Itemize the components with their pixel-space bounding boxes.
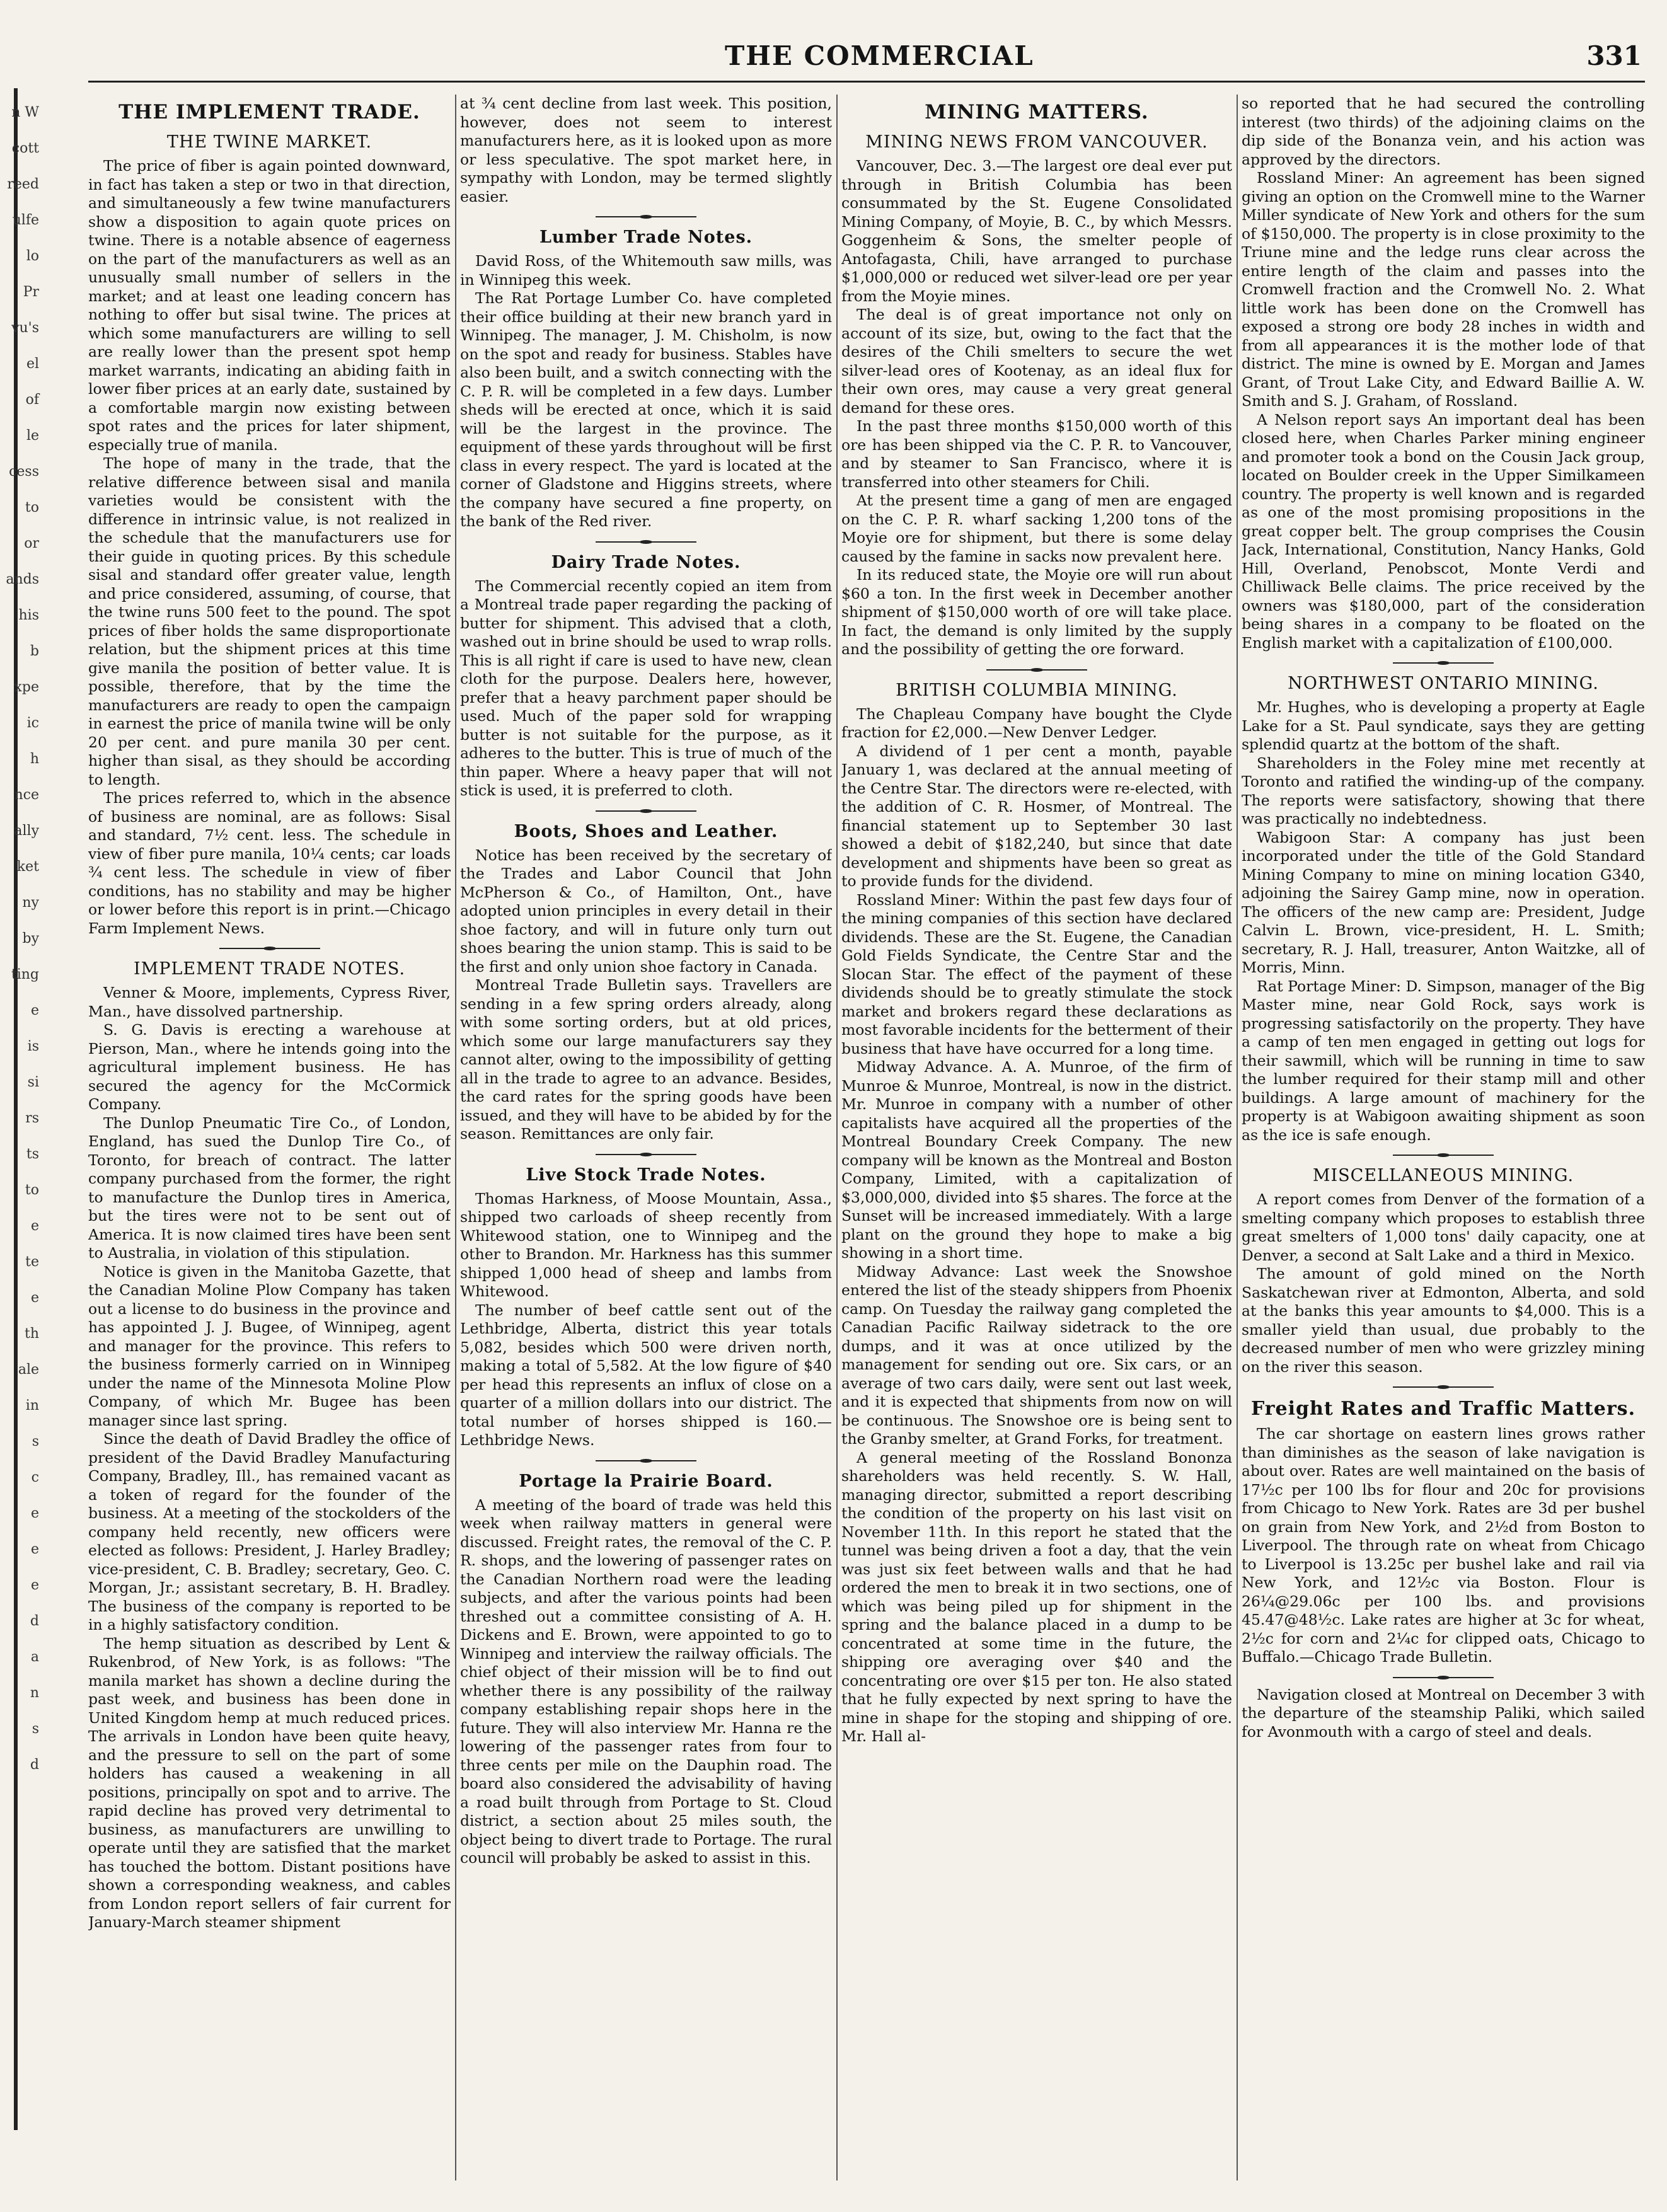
article-paragraph: David Ross, of the Whitemouth saw mills, was in Winnipeg this week. <box>460 252 832 289</box>
running-title: THE COMMERCIAL <box>725 40 1034 71</box>
gutter-fragment: is <box>27 1039 39 1054</box>
separator-rule <box>986 668 1087 672</box>
gutter-fragment: Pr <box>23 284 39 300</box>
gutter-fragment: s <box>32 1434 39 1449</box>
article-paragraph: Navigation closed at Montreal on December 3 with the departure of the steamship Paliki, which sailed for Avonmouth with a cargo of steel and deals. <box>1242 1685 1645 1741</box>
gutter-fragment: c <box>31 1470 39 1485</box>
gutter-fragment: of <box>25 392 39 408</box>
gutter-fragment: rs <box>25 1110 39 1126</box>
article-paragraph: The Chapleau Company have bought the Clyde fraction for £2,000.—New Denver Ledger. <box>841 705 1232 741</box>
gutter-fragment: reed <box>7 176 39 192</box>
article-paragraph: The Rat Portage Lumber Co. have completed their office building at their new branch yard in Winnipeg. The manager, J. M. Chisholm, is now on the spot and ready for business. Stables have also been built, and a switch connecting with the C. P. R. will be completed in a few days. Lumber sheds will be erected at once, which it is said will be the largest in the province. The equipment of these yards throughout will be first class in every respect. The yard is located at the corner of Gladstone and Higgins streets, where the company have secured a fine property, on the bank of the Red river. <box>460 289 832 530</box>
gutter-fragment: to <box>25 1182 39 1198</box>
gutter-fragment: ands <box>6 572 39 587</box>
column-rule <box>1237 95 1238 2180</box>
gutter-fragment: e <box>30 1218 39 1234</box>
gutter-fragment: a <box>30 1649 39 1665</box>
gutter-fragment: d <box>30 1613 39 1629</box>
separator-rule <box>1393 1153 1494 1157</box>
subsection-heading: Freight Rates and Traffic Matters. <box>1250 1398 1636 1420</box>
gutter-fragment: e <box>30 1506 39 1521</box>
gutter-fragment: his <box>18 608 39 623</box>
article-paragraph: The hemp situation as described by Lent & Rukenbrod, of New York, is as follows: "The manila market has shown a decline during the past week, and business has been done in United Kingdom hemp at much reduced prices. The arrivals in London have been quite heavy, and the pressure to sell on the part of some holders has caused a weakening in all positions, principally on spot and to arrive. The rapid decline has proved very detrimental to business, as manufacturers are unwilling to operate until they are satisfied that the market has touched the bottom. Distant positions have shown a corresponding weakness, and cables from London report sellers of fair current for January-March steamer shipment <box>88 1634 451 1931</box>
gutter-fragment: nce <box>14 787 39 803</box>
gutter-fragment: ally <box>14 823 39 839</box>
article-paragraph: The amount of gold mined on the North Saskatchewan river at Edmonton, Alberta, and sold at the banks this year amounts to $4,000. This is a smaller yield than usual, due probably to the decreased number of men who were grizzley mining on the river this season. <box>1242 1265 1645 1376</box>
separator-rule <box>596 1459 696 1463</box>
subsection-heading: Portage la Prairie Board. <box>519 1471 773 1491</box>
gutter-fragment: el <box>26 356 39 372</box>
article-paragraph: Montreal Trade Bulletin says. Travellers are sending in a few spring orders already, along with some sorting orders, but at old prices, which some our large manufacturers say they cannot alter, owing to the impossibility of getting all in the trade to agree to an advance. Besides, the card rates for the spring goods have been issued, and they will have to be abided by for the season. Remittances are only fair. <box>460 976 832 1143</box>
column-1 <box>88 95 451 2187</box>
gutter-fragment: te <box>25 1254 39 1270</box>
gutter-fragment: e <box>30 1577 39 1593</box>
gutter-fragment: le <box>26 428 39 444</box>
gutter-fragment: n W <box>11 105 39 120</box>
article-paragraph: The Dunlop Pneumatic Tire Co., of London, England, has sued the Dunlop Tire Co., of Toronto, for breach of contract. The latter company purchased from the former, the right to manufacture the Dunlop tires in America, but the tires were not to be sent out of America. It is now claimed tires have been sent to Australia, in violation of this stipulation. <box>88 1114 451 1262</box>
subsection-heading: MINING NEWS FROM VANCOUVER. <box>865 132 1208 152</box>
subsection-heading: Lumber Trade Notes. <box>539 228 753 247</box>
gutter-fragment: si <box>27 1074 39 1090</box>
gutter-fragment: s <box>32 1721 39 1737</box>
gutter-fragment: by <box>22 931 39 947</box>
separator-rule <box>1393 661 1494 665</box>
column-3 <box>841 95 1232 2187</box>
separator-rule <box>596 215 696 219</box>
article-paragraph: Midway Advance: Last week the Snowshoe entered the list of the steady shippers from Phoenix camp. On Tuesday the railway gang completed the Canadian Pacific Railway sidetrack to the ore dumps, and it was at once utilized by the management for sending out ore. Six cars, or an average of two cars daily, were sent out last week, and it is expected that shipments from now on will be continuous. The Snowshoe ore is being sent to the Granby smelter, at Grand Forks, for treatment. <box>841 1262 1232 1448</box>
gutter-fragment: ts <box>26 1146 39 1162</box>
article-paragraph: Rat Portage Miner: D. Simpson, manager of the Big Master mine, near Gold Rock, says work is progressing satisfactorily on the property. They have a camp of ten men engaged in getting out logs for their sawmill, which will be running in time to saw the lumber required for their stamp mill and other buildings. A large amount of machinery for the property is at Wabigoon awaiting shipment as soon as the ice is safe enough. <box>1242 977 1645 1144</box>
article-paragraph: at ¾ cent decline from last week. This position, however, does not seem to interest manufacturers here, as it is looked upon as more or less speculative. The spot market here, in sympathy with London, may be termed slightly easier. <box>460 95 832 205</box>
gutter-fragment: xpe <box>14 679 39 695</box>
separator-rule <box>596 1153 696 1156</box>
article-paragraph: Notice has been received by the secretary of the Trades and Labor Council that John McPherson & Co., of Hamilton, Ont., have adopted union principles in every detail in their shoe factory, and will in future only turn out shoes bearing the union stamp. This is said to be the first and only union shoe factory in Canada. <box>460 846 832 976</box>
article-paragraph: Shareholders in the Foley mine met recently at Toronto and ratified the winding-up of the company. The reports were satisfactory, showing that there was practically no indebtedness. <box>1242 754 1645 827</box>
article-paragraph: Venner & Moore, implements, Cypress River, Man., have dissolved partnership. <box>88 984 451 1020</box>
gutter-fragment: e <box>30 1541 39 1557</box>
separator-rule <box>1393 1676 1494 1679</box>
subsection-heading: Live Stock Trade Notes. <box>526 1165 766 1185</box>
gutter-fragment: ale <box>18 1362 39 1378</box>
article-paragraph: Rossland Miner: Within the past few days four of the mining companies of this section have declared dividends. These are the St. Eugene, the Canadian Gold Fields Syndicate, the Centre Star and the Slocan Star. The effect of the payment of these dividends should be to greatly stimulate the stock market and brokers regard these declarations as most favorable incidents for the betterment of their business that have have occurred for a long time. <box>841 890 1232 1057</box>
subsection-heading: THE TWINE MARKET. <box>166 132 372 152</box>
article-paragraph: A general meeting of the Rossland Bononza shareholders was held recently. S. W. Hall, managing director, submitted a report describing the condition of the property on his last visit on November 11th. In this report he stated that the tunnel was being driven a foot a day, that the vein was just six feet between walls and that he had ordered the men to break it in two sections, one of which was being piled up for shipment in the spring and the balance placed in a dump to be concentrated at some time in the future, the shipping ore averaging over $40 and the concentrating ore over $15 per ton. He also stated that he fully expected by next spring to have the mine in shape for the stoping and shipping of ore. Mr. Hall al- <box>841 1448 1232 1745</box>
column-2 <box>460 95 832 2187</box>
article-paragraph: Mr. Hughes, who is developing a property at Eagle Lake for a St. Paul syndicate, says they are getting splendid quartz at the bottom of the shaft. <box>1242 698 1645 753</box>
gutter-fragment: e <box>30 1290 39 1306</box>
article-paragraph: The number of beef cattle sent out of the Lethbridge, Alberta, district this year totals 5,082, besides which 500 were driven north, making a total of 5,582. At the low figure of $40 per head this represents an influx of close on a quarter of a million dollars into our district. The total number of horses shipped is 160.—Lethbridge News. <box>460 1301 832 1449</box>
gutter-fragment: ulfe <box>12 212 39 228</box>
article-paragraph: The prices referred to, which in the absence of business are nominal, are as follows: Sisal and standard, 7½ cent. less. The schedule in view of fiber pure manila, 10¼ cents; car loads ¾ cent less. The schedule in view of fiber conditions, has no stability and may be higher or lower before this report is in print.—Chicago Farm Implement News. <box>88 789 451 937</box>
gutter-fragment: in <box>25 1398 39 1414</box>
gutter-fragment: ting <box>11 967 39 982</box>
gutter-fragment: or <box>24 536 39 551</box>
separator-rule <box>1393 1385 1494 1389</box>
column-rule <box>455 95 456 2180</box>
article-paragraph: The Commercial recently copied an item from a Montreal trade paper regarding the packing of butter for shipment. This advised that a cloth, washed out in brine should be used to wrap rolls. This is all right if care is used to have new, clean cloth for the purpose. Dealers here, however, prefer that a heavy parchment paper should be used. Much of the paper sold for wrapping butter is not suitable for the purpose, as it adheres to the butter. This is true of much of the thin paper. Where a heavy paper that will not stick is used, it is preferred to cloth. <box>460 577 832 799</box>
subsection-heading: IMPLEMENT TRADE NOTES. <box>133 959 406 979</box>
column-4 <box>1242 95 1645 2187</box>
page-header <box>95 37 1642 74</box>
article-paragraph: The deal is of great importance not only on account of its size, but, owing to the fact that the desires of the Chili smelters to secure the wet silver-lead ores of Kootenay, as an ideal flux for their own ores, may cause a very great general demand for these ores. <box>841 306 1232 417</box>
article-paragraph: In its reduced state, the Moyie ore will run about $60 a ton. In the first week in December another shipment of $150,000 worth of ore will take place. In fact, the demand is only limited by the supply and the possibility of getting the ore forward. <box>841 566 1232 658</box>
gutter-fragment: to <box>25 500 39 516</box>
article-paragraph: so reported that he had secured the controlling interest (two thirds) of the adjoining claims on the dip side of the Bonanza vein, and his action was approved by the directors. <box>1242 95 1645 168</box>
article-paragraph: The price of fiber is again pointed downward, in fact has taken a step or two in that direction, and simultaneously a few twine manufacturers show a disposition to again quote prices on twine. There is a notable absence of eagerness on the part of the manufacturers as well as an unusually small number of sellers in the market; and at least one leading concern has nothing to offer but sisal twine. The prices at which some manufacturers are willing to sell are really lower than the present spot hemp market warrants, indicating an abiding faith in lower fiber prices at an early date, sustained by a comfortable margin now existing between spot rates and the prices for later shipment, especially true of manila. <box>88 157 451 454</box>
article-paragraph: Since the death of David Bradley the office of president of the David Bradley Manufacturing Company, Bradley, Ill., has remained vacant as a token of regard for the founder of the business. At a meeting of the stockolders of the company held recently, new officers were elected as follows: President, J. Harley Bradley; vice-president, C. B. Bradley; secretary, Geo. C. Morgan, Jr.; assistant secretary, B. H. Bradley. The business of the company is reported to be in a highly satisfactory condition. <box>88 1430 451 1633</box>
separator-rule <box>596 809 696 813</box>
gutter-fragment: ny <box>22 895 39 911</box>
adjacent-page-edge <box>0 95 44 2111</box>
separator-rule <box>219 947 320 950</box>
article-paragraph: Thomas Harkness, of Moose Mountain, Assa., shipped two carloads of sheep recently from Whitewood station, one to Winnipeg and the other to Brandon. Mr. Harkness has this summer shipped 1,000 head of sheep and lambs from Whitewood. <box>460 1189 832 1300</box>
article-paragraph: S. G. Davis is erecting a warehouse at Pierson, Man., where he intends going into the agricultural implement business. He has secured the agency for the McCormick Company. <box>88 1021 451 1113</box>
gutter-fragment: th <box>24 1326 39 1342</box>
gutter-fragment: d <box>30 1757 39 1773</box>
gutter-fragment: h <box>30 751 39 767</box>
subsection-heading: Boots, Shoes and Leather. <box>514 821 778 841</box>
gutter-fragment: cott <box>11 141 39 156</box>
gutter-fragment: n <box>30 1685 39 1701</box>
gutter-fragment: ket <box>16 859 39 875</box>
article-paragraph: At the present time a gang of men are engaged on the C. P. R. wharf sacking 1,200 tons of the Moyie ore for shipment, but there is some delay caused by the famine in sacks now prevalent here. <box>841 492 1232 565</box>
article-paragraph: A report comes from Denver of the formation of a smelting company which proposes to establish three great smelters of 1,000 tons' daily capacity, one at Denver, a second at Salt Lake and a third in Mexico. <box>1242 1190 1645 1264</box>
article-paragraph: A dividend of 1 per cent a month, payable January 1, was declared at the annual meeting of the Centre Star. The directors were re-elected, with the addition of C. R. Hosmer, of Montreal. The financial statement up to September 30 last showed a debit of $182,240, but since that date development and shipments have been so great as to provide funds for the dividend. <box>841 742 1232 890</box>
gutter-fragment: vu's <box>11 320 39 336</box>
article-paragraph: The hope of many in the trade, that the relative difference between sisal and manila varieties would be consistent with the difference in intrinsic value, is not realized in the schedule that the manufacturers use for their guide in quoting prices. By this schedule sisal and standard offer greater value, length and price considered, assuming, of course, that the twine runs 500 feet to the pound. The spot prices of fiber holds the same disproportionate relation, but the shipment prices at this time give manila the position of better value. It is possible, therefore, that by the time the manufacturers are ready to open the campaign in earnest the price of manila twine will be only 20 per cent. and pure manila 30 per cent. higher than sisal, as they should be according to length. <box>88 454 451 788</box>
column-rule <box>836 95 838 2180</box>
gutter-fragment: lo <box>26 248 39 264</box>
article-paragraph: Midway Advance. A. A. Munroe, of the firm of Munroe & Munroe, Montreal, is now in the district. Mr. Munroe in company with a number of other capitalists have acquired all the properties of the Montreal Boundary Creek Company. The new company will be known as the Montreal and Boston Company, Limited, with a capitalization of $3,000,000, divided into $5 shares. The force at the Sunset will be increased immediately. With a large plant on the ground they hope to make a big showing in a short time. <box>841 1058 1232 1262</box>
gutter-fragment: e <box>30 1003 39 1018</box>
separator-rule <box>596 540 696 544</box>
article-paragraph: In the past three months $150,000 worth of this ore has been shipped via the C. P. R. to Vancouver, and by steamer to San Francisco, where it is transferred into other steamers for Chili. <box>841 417 1232 491</box>
subsection-heading: BRITISH COLUMBIA MINING. <box>896 680 1178 700</box>
article-paragraph: A meeting of the board of trade was held this week when railway matters in general were discussed. Freight rates, the removal of the C. P. R. shops, and the lowering of passenger rates on the Canadian Northern road were the leading subjects, and after the various points had been threshed out a committee consisting of A. H. Dickens and E. Brown, were appointed to go to Winnipeg and interview the railway officials. The chief object of their mission will be to find out whether there is any possibility of the railway company establishing repair shops here in the future. They will also interview Mr. Hanna re the lowering of the passenger rates from four to three cents per mile on the Dauphin road. The board also considered the advisability of having a road built through from Portage to St. Cloud district, a section about 25 miles south, the object being to divert trade to Portage. The rural council will probably be asked to assist in this. <box>460 1495 832 1867</box>
article-paragraph: The car shortage on eastern lines grows rather than diminishes as the season of lake navigation is about over. Rates are well maintained on the basis of 17½c per 100 lbs for flour and 20c for provisions from Chicago to New York. Rates are 3d per bushel on grain from New York, and 2½d from Boston to Liverpool. The through rate on wheat from Chicago to Liverpool is 13.25c per bushel lake and rail via New York, and 12½c via Boston. Flour is 26¼@29.06c per 100 lbs. and provisions 45.47@48½c. Lake rates are higher at 3c for wheat, 2½c for corn and 2¼c for clipped oats, Chicago to Buffalo.—Chicago Trade Bulletin. <box>1242 1425 1645 1666</box>
header-rule <box>88 81 1645 83</box>
subsection-heading: Dairy Trade Notes. <box>551 552 741 572</box>
gutter-fragment: cess <box>9 464 39 480</box>
page-number: 331 <box>1586 40 1642 71</box>
subsection-heading: NORTHWEST ONTARIO MINING. <box>1288 674 1599 693</box>
article-paragraph: Rossland Miner: An agreement has been signed giving an option on the Cromwell mine to the Warner Miller syndicate of New York and others for the sum of $150,000. The property is in close proximity to the Triune mine and the ledge runs clear across the entire length of the claim and passes into the Cromwell fraction and the Cromwell No. 2. What little work has been done on the Cromwell has exposed a strong ore body 28 inches in width and from all appearances it is the mother lode of that district. The mine is owned by E. Morgan and James Grant, of Trout Lake City, and Edward Baillie A. W. Smith and S. J. Graham, of Rossland. <box>1242 169 1645 410</box>
gutter-fragment: b <box>30 643 39 659</box>
gutter-fragment: ic <box>26 715 39 731</box>
article-paragraph: Wabigoon Star: A company has just been incorporated under the title of the Gold Standard Mining Company to mine on mining location G340, adjoining the Sairey Gamp mine, now in operation. The officers of the new camp are: President, Judge Calvin L. Brown, vice-president, H. L. Smith; secretary, R. J. Hall, treasurer, Anton Waitzke, all of Morris, Minn. <box>1242 828 1645 976</box>
article-paragraph: A Nelson report says An important deal has been closed here, when Charles Parker mining engineer and promoter took a bond on the Cousin Jack group, located on Boulder creek in the Upper Similkameen country. The property is well known and is regarded as one of the most promising propositions in the great copper belt. The group comprises the Cousin Jack, International, Constitution, Nancy Hanks, Gold Hill, Overland, Penobscot, Monte Verdi and Chilliwack Belle claims. The price received by the owners was $180,000, part of the consideration being shares in a company to be floated on the English market with a capitalization of £100,000. <box>1242 410 1645 652</box>
article-paragraph: Vancouver, Dec. 3.—The largest ore deal ever put through in British Columbia has been consummated by the St. Eugene Consolidated Mining Company, of Moyie, B. C., by which Messrs. Goggenheim & Sons, the smelter people of Antofagasta, Chili, have arranged to purchase $1,000,000 or reduced wet silver-lead ore per year from the Moyie mines. <box>841 157 1232 305</box>
subsection-heading: MISCELLANEOUS MINING. <box>1312 1166 1574 1185</box>
section-heading: THE IMPLEMENT TRADE. <box>118 101 420 124</box>
article-paragraph: Notice is given in the Manitoba Gazette, that the Canadian Moline Plow Company has taken out a license to do business in the province and has appointed J. J. Bugee, of Winnipeg, agent and manager for the province. This refers to the business formerly carried on in Winnipeg under the name of the Minnesota Moline Plow Company, of which Mr. Bugee has been manager since last spring. <box>88 1262 451 1429</box>
section-heading: MINING MATTERS. <box>925 101 1149 124</box>
